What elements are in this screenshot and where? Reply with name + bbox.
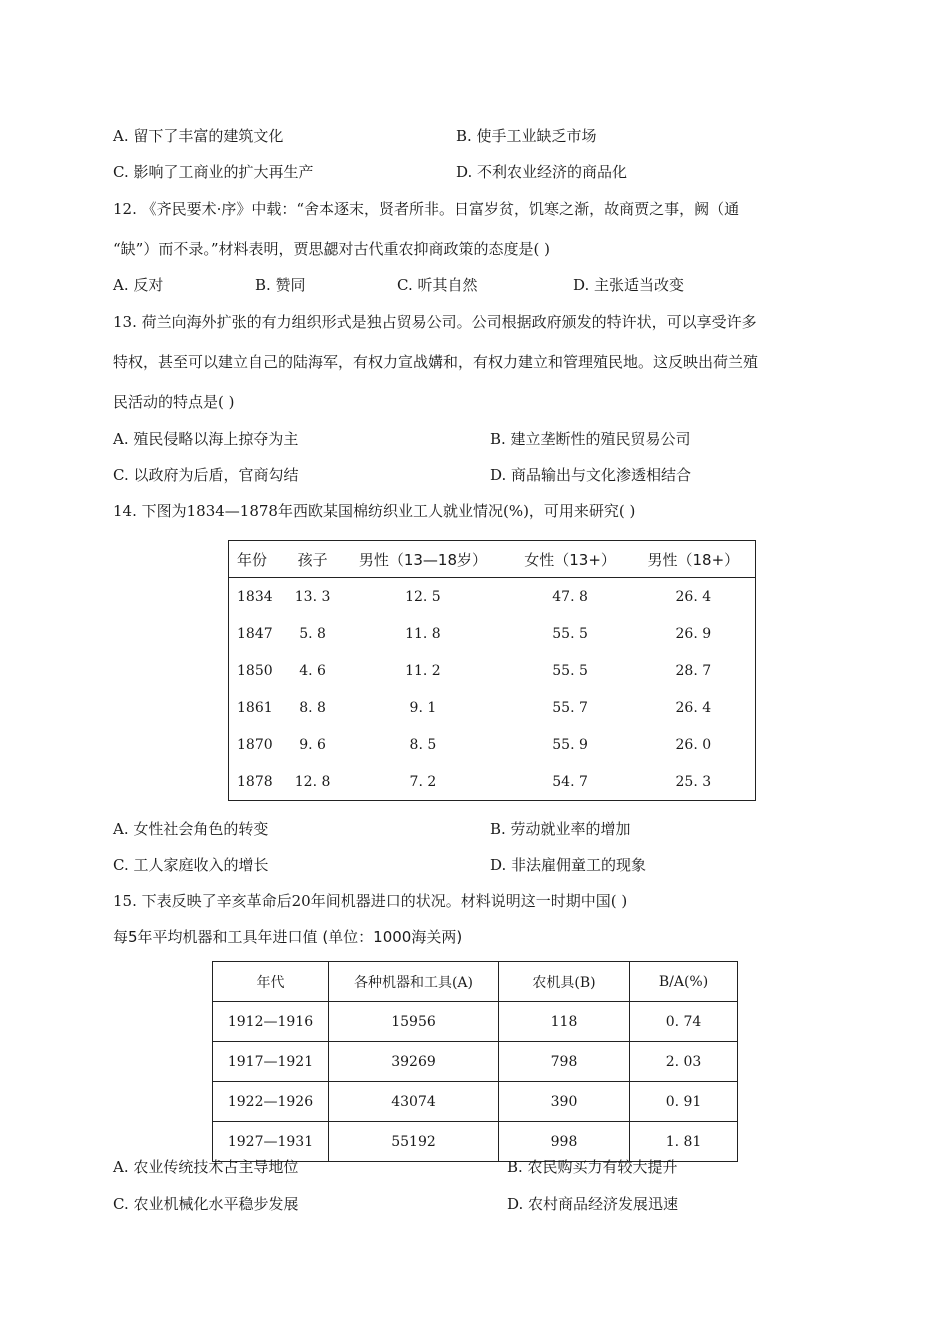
table-cell: 0. 74 [630, 1002, 738, 1042]
q13-stem-line2: 特权，甚至可以建立自己的陆海军，有权力宣战媾和，有权力建立和管理殖民地。这反映出荷兰殖 [113, 353, 759, 371]
table-cell: 1847 [237, 625, 273, 642]
table-cell: 26. 9 [675, 625, 712, 642]
table-cell: 1. 81 [630, 1122, 738, 1162]
q14-stem: 14. 下图为1834—1878年西欧某国棉纺织业工人就业情况(%)，可用来研究( ) [113, 502, 636, 520]
table-row [213, 1042, 738, 1082]
table-header-row [213, 962, 738, 1002]
header-male-18plus: 男性（18+） [632, 541, 756, 578]
table-cell: 12. 5 [405, 588, 441, 605]
table-cell: 55. 5 [552, 662, 588, 679]
table-cell: 998 [499, 1122, 630, 1162]
header-ratio: B/A(%) [630, 962, 738, 1002]
table-cell: 13. 3 [294, 588, 331, 605]
table-cell: 26. 4 [675, 699, 712, 716]
header-farm-tools: 农机具(B) [499, 962, 630, 1002]
q13-stem-line3: 民活动的特点是( ) [113, 393, 235, 411]
header-machinery: 各种机器和工具(A) [329, 962, 499, 1002]
table-cell: 11. 2 [405, 662, 441, 679]
table-row [229, 615, 756, 652]
q14-option-a: A. 女性社会角色的转变 [113, 820, 269, 838]
table-cell: 28. 7 [675, 662, 712, 679]
table-cell: 1912—1916 [213, 1002, 329, 1042]
q15-option-a: A. 农业传统技术占主导地位 [113, 1158, 299, 1176]
table-cell: 5. 8 [299, 625, 326, 642]
table-cell: 1861 [237, 699, 273, 716]
table-cell: 1922—1926 [213, 1082, 329, 1122]
table-cell: 47. 8 [552, 588, 588, 605]
q12-option-c: C. 听其自然 [397, 276, 478, 294]
table-cell: 1850 [237, 662, 273, 679]
table-cell: 1927—1931 [213, 1122, 329, 1162]
table-cell: 4. 6 [299, 662, 326, 679]
table-cell: 43074 [329, 1082, 499, 1122]
header-male-13-18: 男性（13—18岁） [337, 541, 508, 578]
table-cell: 1917—1921 [213, 1042, 329, 1082]
table-cell: 26. 0 [675, 736, 712, 753]
employment-table [228, 540, 756, 801]
table-cell: 12. 8 [294, 773, 331, 790]
table-row [229, 689, 756, 726]
table-cell: 0. 91 [630, 1082, 738, 1122]
table-cell: 54. 7 [552, 773, 588, 790]
table-cell: 25. 3 [675, 773, 712, 790]
table-row [229, 763, 756, 801]
table-cell: 55192 [329, 1122, 499, 1162]
q15-option-d: D. 农村商品经济发展迅速 [507, 1195, 679, 1213]
table-cell: 798 [499, 1042, 630, 1082]
q13-option-c: C. 以政府为后盾，官商勾结 [113, 466, 299, 484]
header-year: 年份 [229, 541, 288, 578]
q13-option-a: A. 殖民侵略以海上掠夺为主 [113, 430, 299, 448]
table-row [213, 1002, 738, 1042]
table-cell: 390 [499, 1082, 630, 1122]
q12-option-a: A. 反对 [113, 276, 164, 294]
table-cell: 9. 6 [299, 736, 326, 753]
table-row [213, 1082, 738, 1122]
q14-option-d: D. 非法雇佣童工的现象 [490, 856, 647, 874]
q15-option-c: C. 农业机械化水平稳步发展 [113, 1195, 299, 1213]
table-cell: 11. 8 [405, 625, 441, 642]
table-cell: 55. 5 [552, 625, 588, 642]
table-cell: 8. 5 [409, 736, 437, 753]
header-period: 年代 [213, 962, 329, 1002]
q12-stem-line2: “缺”）而不录。”材料表明，贾思勰对古代重农抑商政策的态度是( ) [113, 240, 550, 258]
table-header-row [229, 541, 756, 578]
table-cell: 118 [499, 1002, 630, 1042]
table-cell: 55. 9 [552, 736, 588, 753]
q12-option-b: B. 赞同 [255, 276, 306, 294]
table-cell: 1834 [237, 588, 273, 605]
q13-stem-line1: 13. 荷兰向海外扩张的有力组织形式是独占贸易公司。公司根据政府颁发的特许状，可以享受许多 [113, 313, 757, 331]
q14-option-c: C. 工人家庭收入的增长 [113, 856, 269, 874]
table-row [229, 578, 756, 616]
q12-stem-line1: 12. 《齐民要术·序》中载：“舍本逐末，贤者所非。日富岁贫，饥寒之渐，故商贾之事，阙（通 [113, 200, 740, 218]
q12-option-d: D. 主张适当改变 [573, 276, 685, 294]
q11-option-c: C. 影响了工商业的扩大再生产 [113, 163, 314, 181]
table-cell: 1878 [237, 773, 273, 790]
table-cell: 2. 03 [630, 1042, 738, 1082]
table-cell: 9. 1 [409, 699, 437, 716]
q15-table-caption: 每5年平均机器和工具年进口值 (单位：1000海关两) [113, 928, 463, 946]
q13-option-b: B. 建立垄断性的殖民贸易公司 [490, 430, 691, 448]
header-female-13plus: 女性（13+） [509, 541, 632, 578]
table-cell: 15956 [329, 1002, 499, 1042]
q11-option-d: D. 不利农业经济的商品化 [456, 163, 628, 181]
table-cell: 55. 7 [552, 699, 588, 716]
machinery-import-table [212, 961, 738, 1162]
header-children: 孩子 [288, 541, 337, 578]
q14-option-b: B. 劳动就业率的增加 [490, 820, 631, 838]
q15-stem: 15. 下表反映了辛亥革命后20年间机器进口的状况。材料说明这一时期中国( ) [113, 892, 628, 910]
table-cell: 1870 [237, 736, 273, 753]
q11-option-a: A. 留下了丰富的建筑文化 [113, 127, 284, 145]
table-cell: 39269 [329, 1042, 499, 1082]
q13-option-d: D. 商品输出与文化渗透相结合 [490, 466, 692, 484]
q15-option-b: B. 农民购买力有较大提升 [507, 1158, 678, 1176]
table-cell: 7. 2 [409, 773, 437, 790]
table-row [229, 652, 756, 689]
table-cell: 8. 8 [299, 699, 326, 716]
q11-option-b: B. 使手工业缺乏市场 [456, 127, 597, 145]
table-cell: 26. 4 [675, 588, 712, 605]
table-row [229, 726, 756, 763]
